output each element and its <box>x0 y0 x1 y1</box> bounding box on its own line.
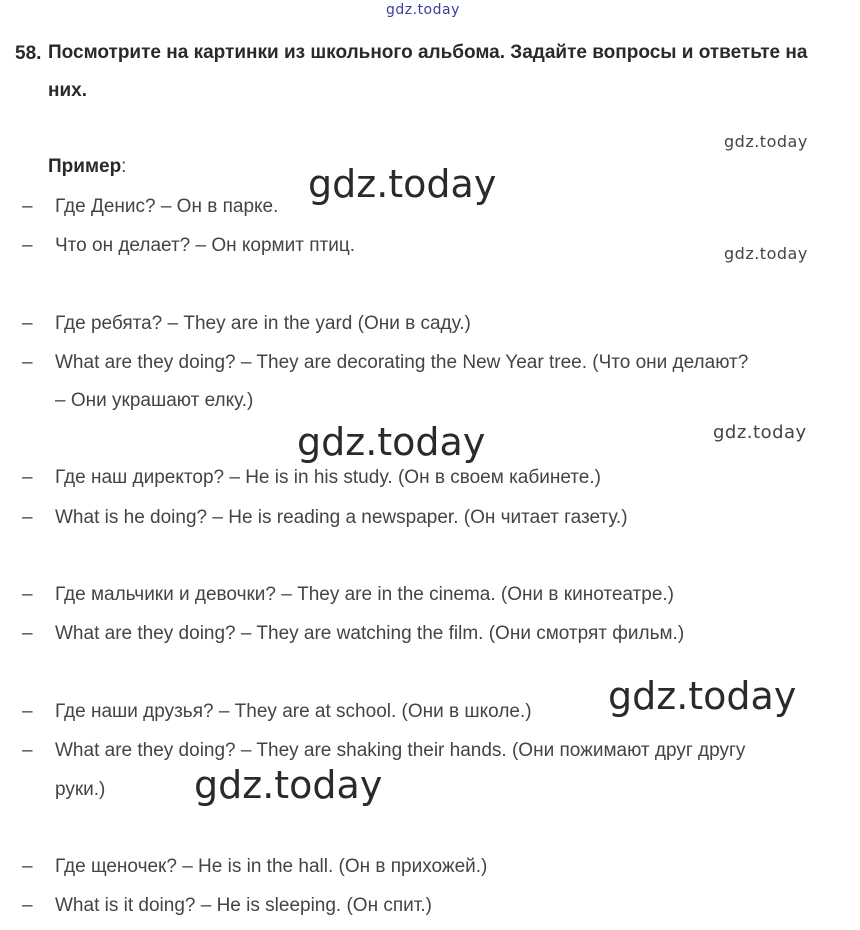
line-dash: – <box>22 895 33 916</box>
line-dash: – <box>22 352 33 373</box>
line-dash: – <box>22 235 33 256</box>
watermark-small-3: gdz.today <box>713 422 807 443</box>
line-dash: – <box>22 623 33 644</box>
watermark-top: gdz.today <box>386 2 460 18</box>
example-heading <box>48 156 126 178</box>
task-number: 58. <box>15 43 42 64</box>
line-dash: – <box>22 856 33 877</box>
watermark-small-1: gdz.today <box>724 132 808 151</box>
answer-line: Где ребята? – They are in the yard (Они в саду.) <box>55 313 471 334</box>
watermark-big-2: gdz.today <box>297 420 486 464</box>
line-dash: – <box>22 584 33 605</box>
answer-line: What are they doing? – They are shaking their hands. (Они пожимают друг другу <box>55 740 746 761</box>
answer-line: What is he doing? – He is reading a newspaper. (Он читает газету.) <box>55 507 628 528</box>
line-dash: – <box>22 467 33 488</box>
answer-line: Где наш директор? – He is in his study. (Он в своем кабинете.) <box>55 467 601 488</box>
line-dash: – <box>22 507 33 528</box>
line-dash: – <box>22 313 33 334</box>
watermark-big-4: gdz.today <box>194 763 383 807</box>
example-label: Пример <box>48 156 122 177</box>
line-dash: – <box>22 196 33 217</box>
answer-line: Где мальчики и девочки? – They are in the cinema. (Они в кинотеатре.) <box>55 584 675 605</box>
watermark-big-3: gdz.today <box>608 674 797 718</box>
task-text: Посмотрите на картинки из школьного альбома. Задайте вопросы и ответьте на них. <box>48 42 808 101</box>
watermark-big-1: gdz.today <box>308 162 497 206</box>
answer-line: Что он делает? – Он кормит птиц. <box>55 235 355 256</box>
line-dash: – <box>22 701 33 722</box>
answer-line: Где наши друзья? – They are at school. (Они в школе.) <box>55 701 532 722</box>
answer-line-continuation: – Они украшают елку.) <box>55 390 254 411</box>
answer-line: What are they doing? – They are watching the film. (Они смотрят фильм.) <box>55 623 685 644</box>
line-dash: – <box>22 740 33 761</box>
answer-line: Где Денис? – Он в парке. <box>55 196 279 217</box>
answer-line: What is it doing? – He is sleeping. (Он спит.) <box>55 895 432 916</box>
answer-line: What are they doing? – They are decorating the New Year tree. (Что они делают? <box>55 352 749 373</box>
example-colon: : <box>121 156 127 177</box>
watermark-small-2: gdz.today <box>724 244 808 263</box>
answer-line: Где щеночек? – He is in the hall. (Он в прихожей.) <box>55 856 488 877</box>
answer-line-continuation: руки.) <box>55 779 106 800</box>
